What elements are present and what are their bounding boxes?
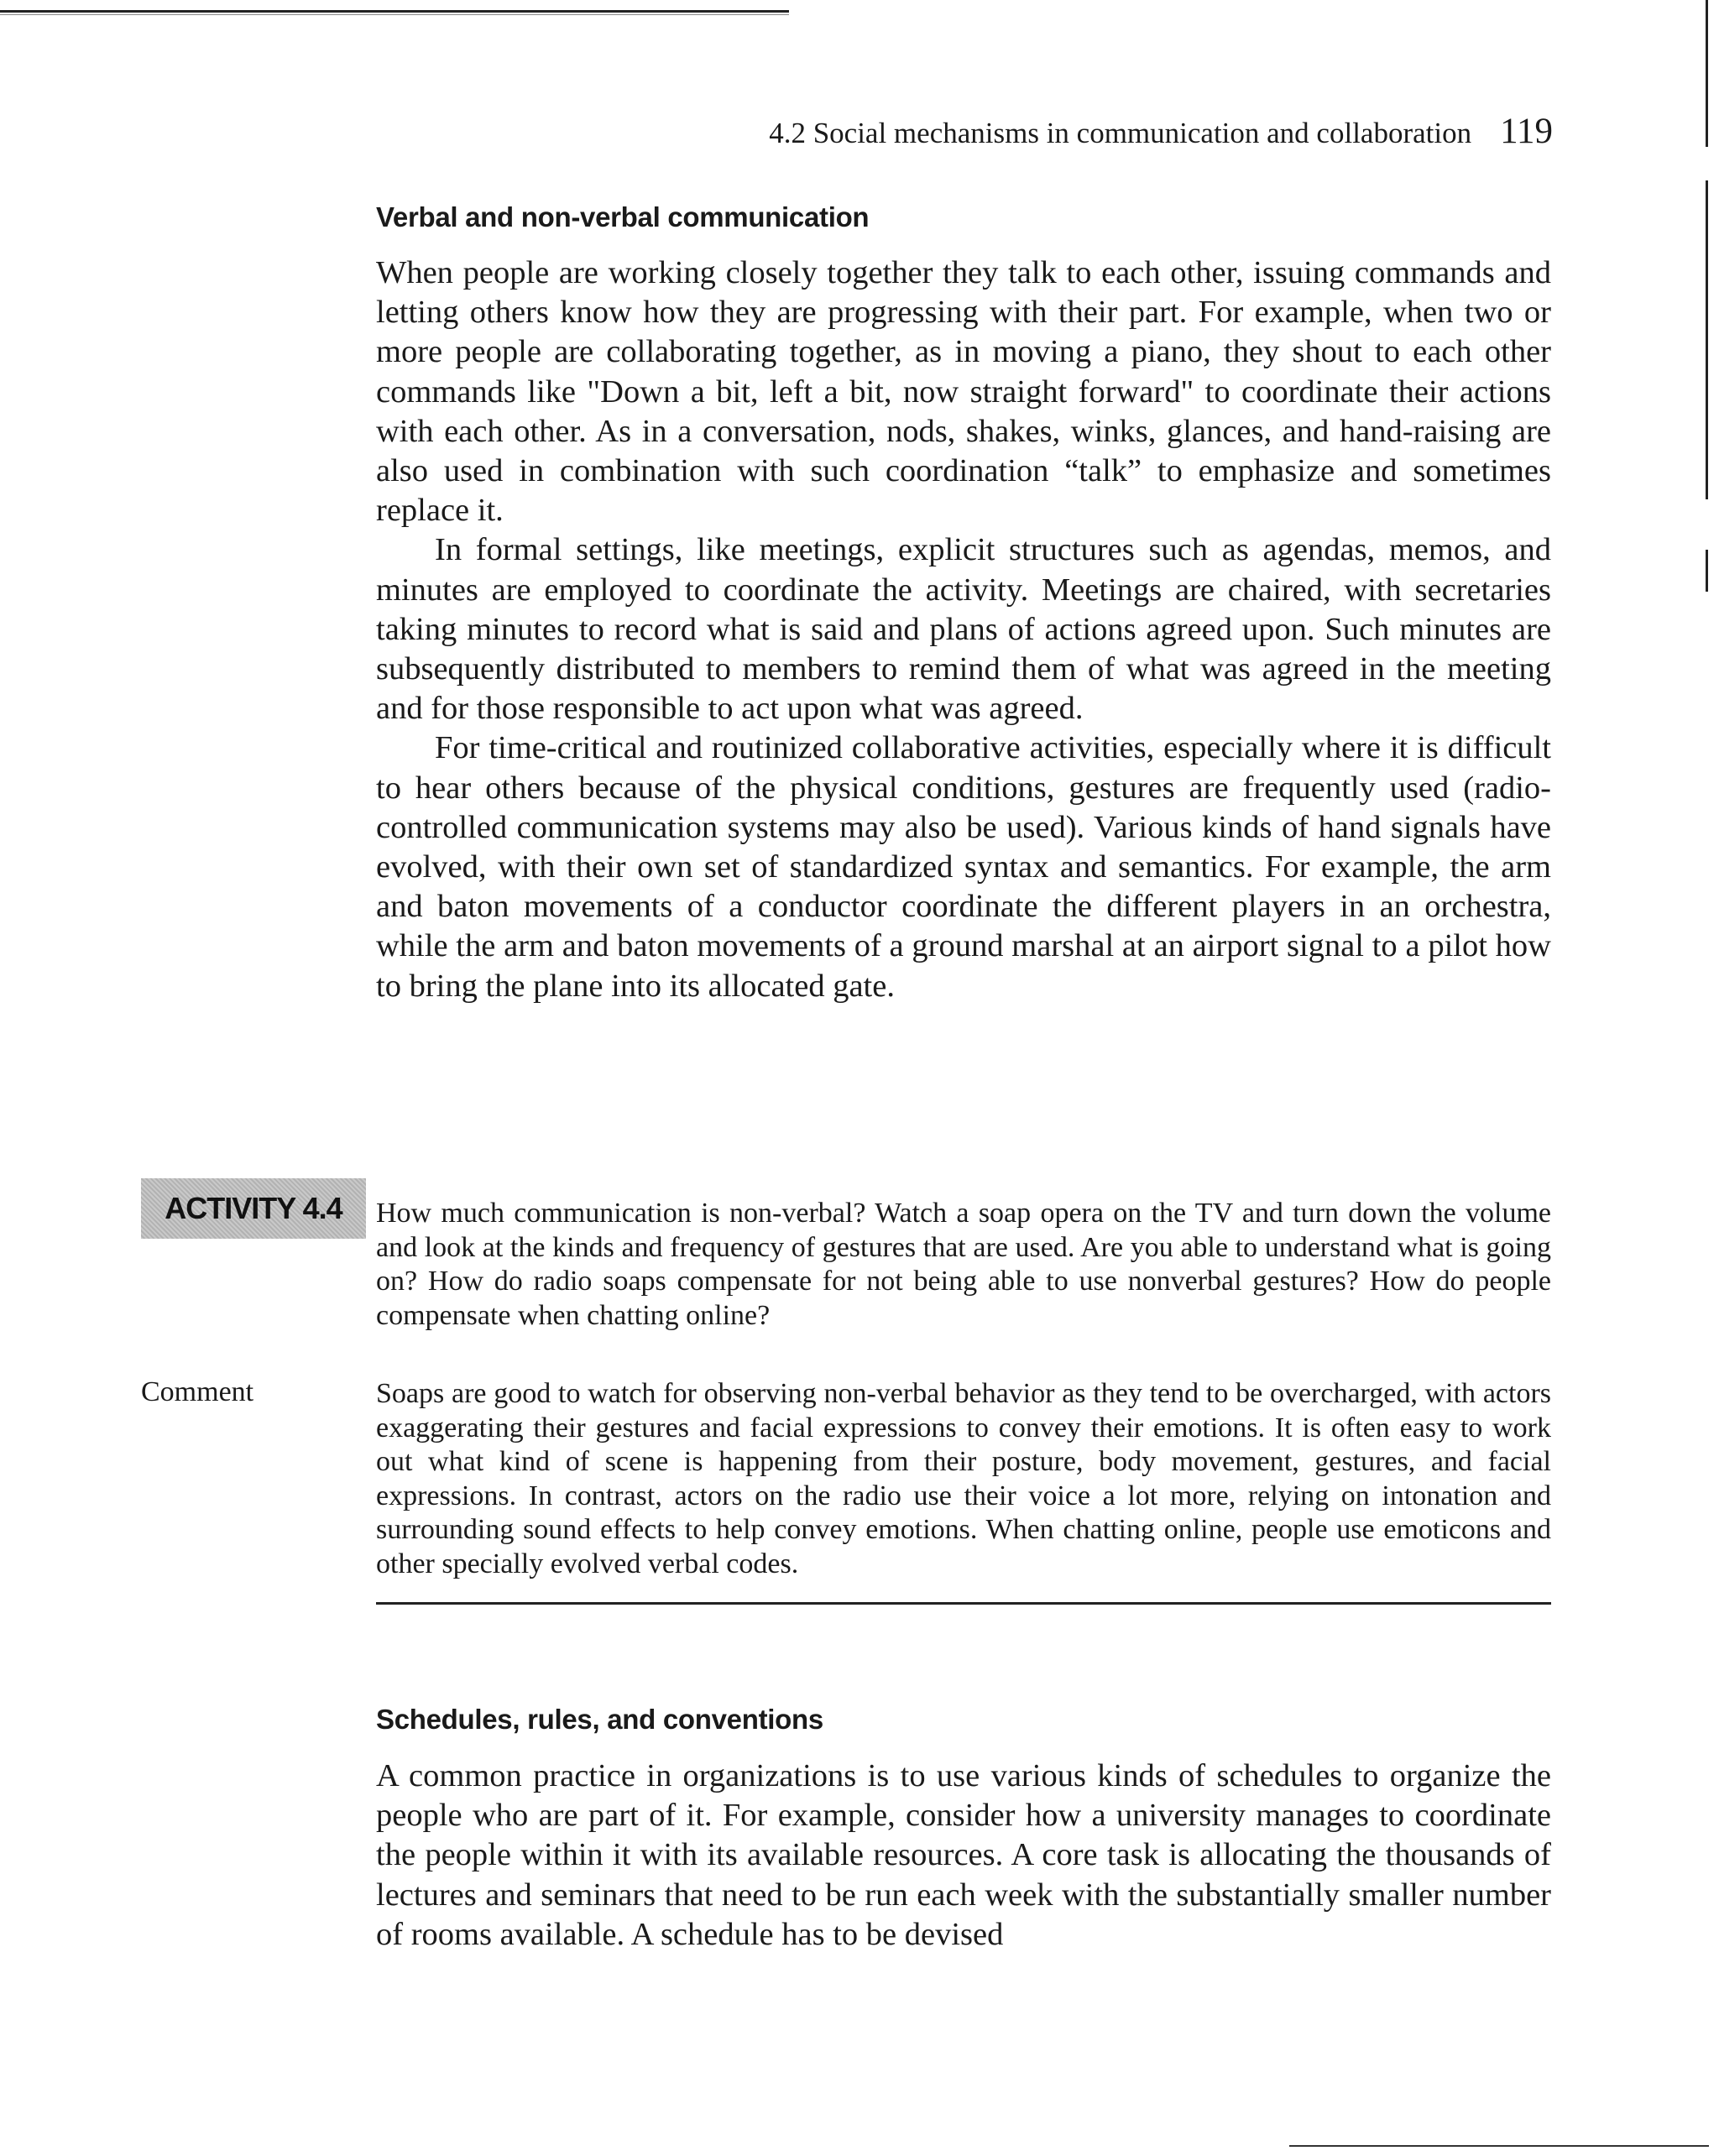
paragraph: For time-critical and routinized collaborative activities, especially where it is difficult to hear others because of the physical conditions, gestures are frequently used (radio-controlled communication systems may also be used). Various kinds of hand signals have evolved, with their own set of standardized syntax and semantics. For example, the arm and baton movements of a conductor coordinate the different players in an orchestra, while the arm and baton movements of a ground marshal at an airport signal to a pilot how to bring the plane into its allocated gate. <box>376 730 1551 1004</box>
paragraph: In formal settings, like meetings, explicit structures such as agendas, memos, and minutes are employed to coordinate the activity. Meetings are chaired, with secretaries taking minutes to record what is said and plans of actions agreed upon. Such minutes are subsequently distributed to members to remind them of what was agreed in the meeting and for those responsible to act upon what was agreed. <box>376 532 1551 727</box>
paragraph: A common practice in organizations is to use various kinds of schedules to organize the people who are part of it. For example, consider how a university manages to coordinate the people within it with its available resources. A core task is allocating the thousands of lectures and seminars that need to be run each week with the substantially smaller number of rooms available. A schedule has to be devised <box>376 1758 1551 1952</box>
activity-question <box>376 1197 1551 1333</box>
activity-text: How much communication is non-verbal? Watch a soap opera on the TV and turn down the volume and look at the kinds and frequency of gestures that are used. Are you able to understand what is going on? How do radio soaps compensate for not being able to use nonverbal gestures? How do people compensate when chatting online? <box>376 1198 1551 1331</box>
margin-mark <box>1706 0 1708 147</box>
section-heading: Verbal and non-verbal communication <box>376 201 870 232</box>
top-rule <box>0 10 789 13</box>
margin-mark <box>1706 550 1708 592</box>
activity-badge: ACTIVITY 4.4 <box>141 1178 366 1239</box>
section-heading: Schedules, rules, and conventions <box>376 1704 823 1735</box>
bottom-rule <box>1289 2145 1709 2147</box>
comment-label: Comment <box>141 1376 254 1407</box>
activity-comment <box>376 1377 1551 1581</box>
section-title: 4.2 Social mechanisms in communication and collaboration <box>769 117 1472 149</box>
top-rule-thin <box>0 14 789 15</box>
paragraph: When people are working closely together they talk to each other, issuing commands and letting others know how they are progressing with their part. For example, when two or more people are collaborating together, as in moving a piano, they shout to each other commands like "Down a bit, left a bit, now straight forward" to coordinate their actions with each other. As in a conversation, nods, shakes, winks, glances, and hand-raising are also used in combination with such coordination “talk” to emphasize and sometimes replace it. <box>376 255 1551 529</box>
activity-end-rule <box>376 1602 1551 1605</box>
comment-text: Soaps are good to watch for observing non-verbal behavior as they tend to be overcharged, with actors exaggerating their gestures and facial expressions to convey their emotions. It is often easy to work out what kind of scene is happening from their posture, body movement, gestures, and facial expressions. In contrast, actors on the radio use their voice a lot more, relying on intonation and surrounding sound effects to help convey emotions. When chatting online, people use emoticons and other specially evolved verbal codes. <box>376 1378 1551 1579</box>
page-number: 119 <box>1500 112 1553 151</box>
section-body <box>376 253 1551 1006</box>
running-head <box>688 111 1553 152</box>
margin-mark <box>1706 180 1708 499</box>
section-body <box>376 1757 1551 1955</box>
